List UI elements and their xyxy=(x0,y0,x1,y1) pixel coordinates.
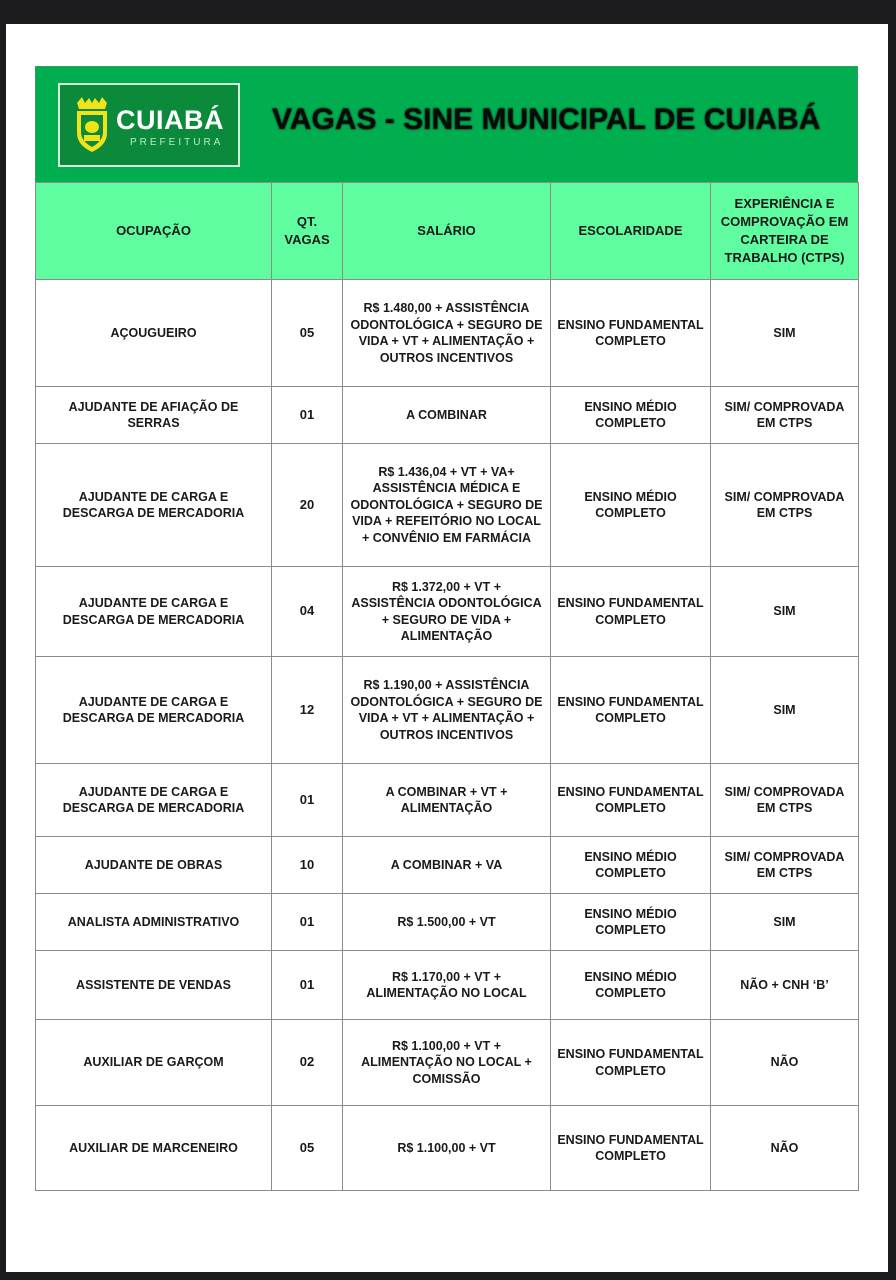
cell-experiencia: SIM xyxy=(711,567,859,657)
cell-ocupacao: AJUDANTE DE CARGA E DESCARGA DE MERCADORIA xyxy=(36,764,272,837)
cell-experiencia: SIM xyxy=(711,657,859,764)
cell-escolaridade: ENSINO MÉDIO COMPLETO xyxy=(551,894,711,951)
cell-vagas: 01 xyxy=(272,387,343,444)
header-salario: SALÁRIO xyxy=(343,183,551,280)
table-row xyxy=(36,1020,859,1106)
table-row xyxy=(36,894,859,951)
cell-ocupacao: ANALISTA ADMINISTRATIVO xyxy=(36,894,272,951)
cell-escolaridade: ENSINO MÉDIO COMPLETO xyxy=(551,387,711,444)
crest-icon xyxy=(74,97,110,153)
prefeitura-logo xyxy=(58,83,240,167)
cell-ocupacao: AUXILIAR DE MARCENEIRO xyxy=(36,1106,272,1191)
table-row xyxy=(36,837,859,894)
cell-ocupacao: AJUDANTE DE CARGA E DESCARGA DE MERCADORIA xyxy=(36,567,272,657)
cell-experiencia: SIM xyxy=(711,280,859,387)
header-experiencia: EXPERIÊNCIA E COMPROVAÇÃO EM CARTEIRA DE TRABALHO (CTPS) xyxy=(711,183,859,280)
cell-salario: A COMBINAR + VT + ALIMENTAÇÃO xyxy=(343,764,551,837)
cell-escolaridade: ENSINO MÉDIO COMPLETO xyxy=(551,837,711,894)
cell-salario: R$ 1.190,00 + ASSISTÊNCIA ODONTOLÓGICA + SEGURO DE VIDA + VT + ALIMENTAÇÃO + OUTROS INCENTIVOS xyxy=(343,657,551,764)
table-row xyxy=(36,387,859,444)
cell-escolaridade: ENSINO MÉDIO COMPLETO xyxy=(551,951,711,1020)
cell-vagas: 02 xyxy=(272,1020,343,1106)
table-row xyxy=(36,444,859,567)
cell-experiencia: SIM/ COMPROVADA EM CTPS xyxy=(711,837,859,894)
cell-experiencia: NÃO xyxy=(711,1020,859,1106)
table-row xyxy=(36,951,859,1020)
cell-ocupacao: AJUDANTE DE CARGA E DESCARGA DE MERCADORIA xyxy=(36,657,272,764)
table-row xyxy=(36,1106,859,1191)
cell-escolaridade: ENSINO FUNDAMENTAL COMPLETO xyxy=(551,657,711,764)
cell-experiencia: NÃO xyxy=(711,1106,859,1191)
cell-salario: R$ 1.170,00 + VT + ALIMENTAÇÃO NO LOCAL xyxy=(343,951,551,1020)
table-row xyxy=(36,764,859,837)
job-listing-document xyxy=(35,66,858,1191)
logo-name: CUIABÁ xyxy=(116,105,224,135)
cell-ocupacao: AÇOUGUEIRO xyxy=(36,280,272,387)
cell-ocupacao: AJUDANTE DE CARGA E DESCARGA DE MERCADORIA xyxy=(36,444,272,567)
page-title: VAGAS - SINE MUNICIPAL DE CUIABÁ xyxy=(272,103,821,136)
table-header-row xyxy=(36,183,859,280)
cell-salario: R$ 1.100,00 + VT xyxy=(343,1106,551,1191)
cell-experiencia: NÃO + CNH ‘B’ xyxy=(711,951,859,1020)
header-escolaridade: ESCOLARIDADE xyxy=(551,183,711,280)
table-row xyxy=(36,280,859,387)
cell-vagas: 04 xyxy=(272,567,343,657)
cell-experiencia: SIM/ COMPROVADA EM CTPS xyxy=(711,387,859,444)
cell-ocupacao: AUXILIAR DE GARÇOM xyxy=(36,1020,272,1106)
cell-vagas: 10 xyxy=(272,837,343,894)
cell-escolaridade: ENSINO MÉDIO COMPLETO xyxy=(551,444,711,567)
cell-vagas: 01 xyxy=(272,894,343,951)
cell-escolaridade: ENSINO FUNDAMENTAL COMPLETO xyxy=(551,1106,711,1191)
cell-vagas: 12 xyxy=(272,657,343,764)
cell-salario: A COMBINAR + VA xyxy=(343,837,551,894)
cell-experiencia: SIM/ COMPROVADA EM CTPS xyxy=(711,764,859,837)
cell-escolaridade: ENSINO FUNDAMENTAL COMPLETO xyxy=(551,1020,711,1106)
cell-salario: R$ 1.372,00 + VT + ASSISTÊNCIA ODONTOLÓGICA + SEGURO DE VIDA + ALIMENTAÇÃO xyxy=(343,567,551,657)
header-banner xyxy=(35,66,858,182)
cell-ocupacao: AJUDANTE DE AFIAÇÃO DE SERRAS xyxy=(36,387,272,444)
cell-vagas: 05 xyxy=(272,280,343,387)
cell-salario: R$ 1.480,00 + ASSISTÊNCIA ODONTOLÓGICA + SEGURO DE VIDA + VT + ALIMENTAÇÃO + OUTROS INCENTIVOS xyxy=(343,280,551,387)
header-ocupacao: OCUPAÇÃO xyxy=(36,183,272,280)
cell-vagas: 20 xyxy=(272,444,343,567)
jobs-table xyxy=(35,182,859,1191)
table-row xyxy=(36,567,859,657)
logo-subtitle: PREFEITURA xyxy=(130,137,224,148)
cell-ocupacao: ASSISTENTE DE VENDAS xyxy=(36,951,272,1020)
cell-salario: R$ 1.500,00 + VT xyxy=(343,894,551,951)
cell-experiencia: SIM xyxy=(711,894,859,951)
header-qt-vagas: QT. VAGAS xyxy=(272,183,343,280)
cell-experiencia: SIM/ COMPROVADA EM CTPS xyxy=(711,444,859,567)
cell-salario: R$ 1.100,00 + VT + ALIMENTAÇÃO NO LOCAL + COMISSÃO xyxy=(343,1020,551,1106)
cell-vagas: 01 xyxy=(272,951,343,1020)
cell-vagas: 01 xyxy=(272,764,343,837)
cell-salario: R$ 1.436,04 + VT + VA+ ASSISTÊNCIA MÉDICA E ODONTOLÓGICA + SEGURO DE VIDA + REFEITÓRIO NO LOCAL + CONVÊNIO EM FARMÁCIA xyxy=(343,444,551,567)
cell-salario: A COMBINAR xyxy=(343,387,551,444)
cell-vagas: 05 xyxy=(272,1106,343,1191)
table-row xyxy=(36,657,859,764)
cell-escolaridade: ENSINO FUNDAMENTAL COMPLETO xyxy=(551,764,711,837)
cell-escolaridade: ENSINO FUNDAMENTAL COMPLETO xyxy=(551,567,711,657)
cell-ocupacao: AJUDANTE DE OBRAS xyxy=(36,837,272,894)
cell-escolaridade: ENSINO FUNDAMENTAL COMPLETO xyxy=(551,280,711,387)
document-page xyxy=(6,24,888,1272)
